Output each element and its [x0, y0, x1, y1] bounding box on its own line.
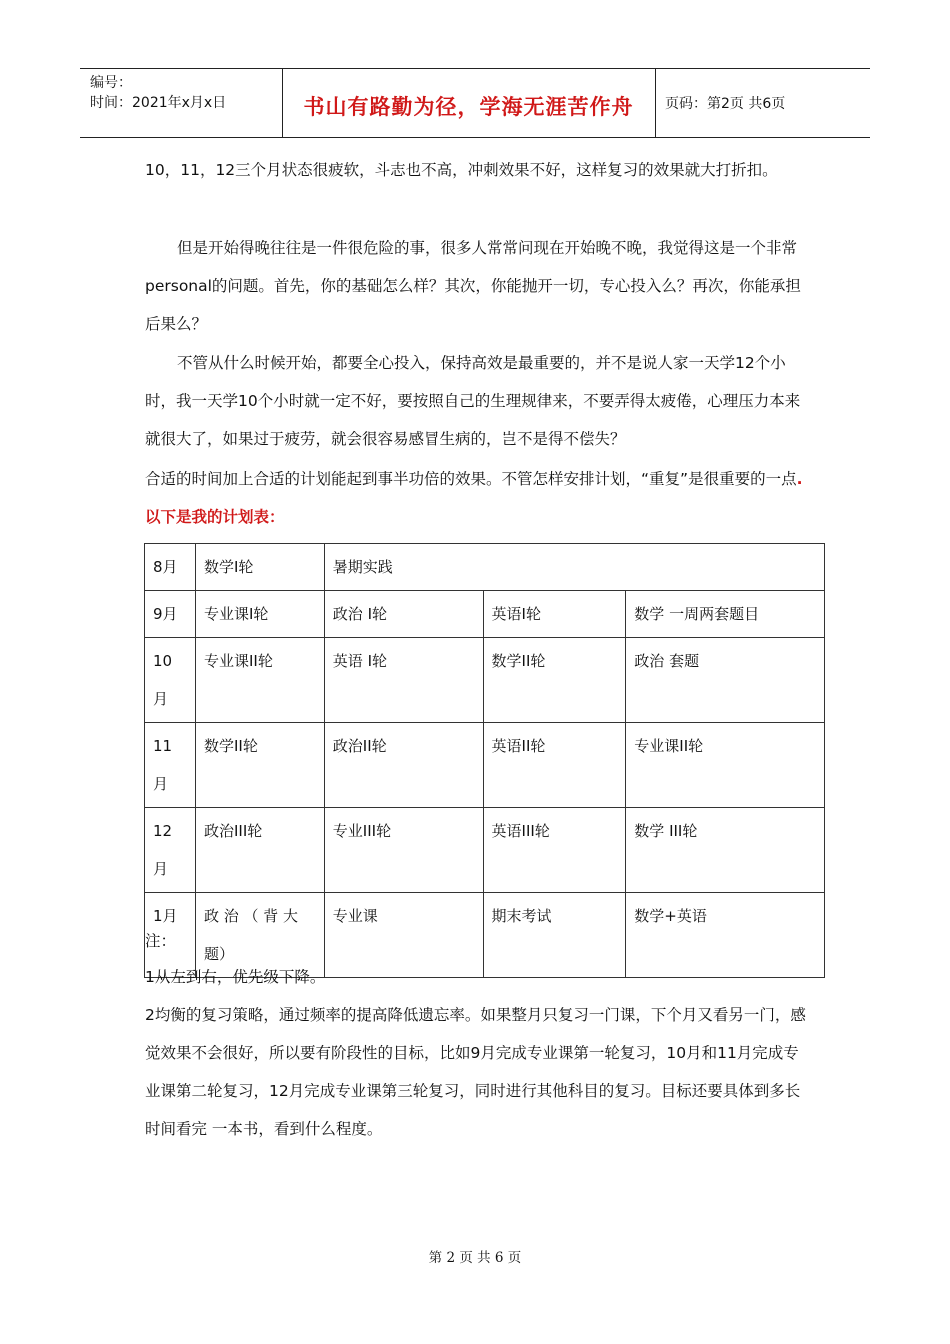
table-row	[145, 723, 825, 808]
header-motto: 书山有路勤为径，学海无涯苦作舟	[303, 94, 634, 119]
plan-cell: 数学I轮	[195, 544, 324, 591]
page-header	[80, 68, 870, 138]
plan-cell: 数学II轮	[483, 638, 626, 723]
month-cell: 10月	[145, 638, 196, 723]
header-page-info: 页码：第2页 共6页	[665, 96, 786, 112]
number-label: 编号：	[90, 75, 132, 91]
plan-cell: 期末考试	[483, 893, 626, 978]
month-cell: 12月	[145, 808, 196, 893]
plan-cell: 政治 套题	[626, 638, 825, 723]
plan-intro-text: 合适的时间加上合适的计划能起到事半功倍的效果。不管怎样安排计划，“重复”是很重要的一点	[145, 470, 797, 488]
table-row	[145, 808, 825, 893]
plan-intro-highlight: .以下是我的计划表：	[145, 470, 803, 526]
page-footer: 第 2 页 共 6 页	[428, 1250, 522, 1266]
plan-cell: 数学+英语	[626, 893, 825, 978]
paragraph-3: 不管从什么时候开始，都要全心投入，保持高效是最重要的，并不是说人家一天学12个小时，我一天学10个小时就一定不好，要按照自己的生理规律来，不要弄得太疲倦，心理压力本来就很大了，如果过于疲劳，就会很容易感冒生病的，岂不是得不偿失？	[145, 354, 801, 448]
plan-cell: 数学II轮	[195, 723, 324, 808]
plan-cell: 专业III轮	[324, 808, 483, 893]
month-cell: 1月	[145, 893, 196, 978]
plan-cell: 专业课	[324, 893, 483, 978]
plan-cell: 专业课I轮	[195, 591, 324, 638]
table-row	[145, 638, 825, 723]
month-cell: 9月	[145, 591, 196, 638]
plan-cell: 政治III轮	[195, 808, 324, 893]
plan-cell: 英语I轮	[483, 591, 626, 638]
plan-cell: 英语 I轮	[324, 638, 483, 723]
plan-cell: 政治 I轮	[324, 591, 483, 638]
table-row	[145, 544, 825, 591]
plan-cell: 英语III轮	[483, 808, 626, 893]
note-item: 1从左到右，优先级下降。	[145, 968, 326, 986]
month-cell: 8月	[145, 544, 196, 591]
plan-intro	[145, 460, 810, 536]
notes-title: 注：	[145, 932, 177, 950]
plan-table	[144, 543, 825, 978]
date-label: 时间：2021年x月x日	[90, 95, 227, 111]
header-meta	[90, 73, 226, 113]
note-item: 2均衡的复习策略，通过频率的提高降低遗忘率。如果整月只复习一门课，下个月又看另一门，感觉效果不会很好，所以要有阶段性的目标，比如9月完成专业课第一轮复习，10月和11月完成专业课第二轮复习，12月完成专业课第三轮复习，同时进行其他科目的复习。目标还要具体到多长时间看完 一本书，看到什么程度。	[145, 1006, 806, 1138]
paragraph-2: 但是开始得晚往往是一件很危险的事，很多人常常问现在开始晚不晚，我觉得这是一个非常personal的问题。首先，你的基础怎么样？其次，你能抛开一切，专心投入么？再次，你能承担后果么？	[145, 239, 801, 333]
plan-cell: 政 治 （ 背 大题）	[195, 893, 324, 978]
plan-cell: 数学 一周两套题目	[626, 591, 825, 638]
plan-cell: 专业课II轮	[626, 723, 825, 808]
table-row	[145, 591, 825, 638]
paragraph-1: 10，11，12三个月状态很疲软，斗志也不高，冲刺效果不好，这样复习的效果就大打折扣。	[145, 161, 778, 179]
header-divider	[655, 69, 656, 137]
plan-cell: 英语II轮	[483, 723, 626, 808]
plan-cell: 数学 III轮	[626, 808, 825, 893]
month-cell: 11月	[145, 723, 196, 808]
plan-cell: 暑期实践	[324, 544, 824, 591]
plan-cell: 专业课II轮	[195, 638, 324, 723]
plan-cell: 政治II轮	[324, 723, 483, 808]
